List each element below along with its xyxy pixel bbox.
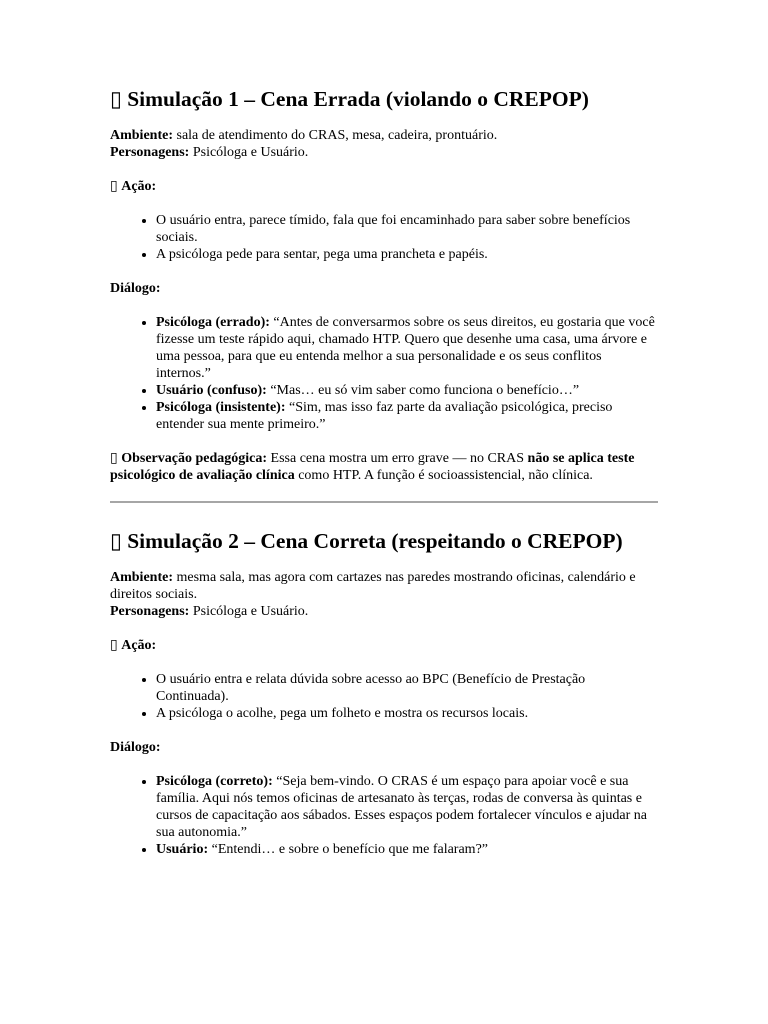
dialog-line: “Entendi… e sobre o benefício que me falaram?” xyxy=(208,842,488,857)
list-item xyxy=(156,314,658,382)
sim1-dialogo-list xyxy=(110,314,658,433)
observacao-text-end: como HTP. A função é socioassistencial, não clínica. xyxy=(294,468,593,483)
list-item: • A psicóloga pede para sentar, pega uma prancheta e papéis. xyxy=(156,246,658,263)
sim2-heading xyxy=(110,528,658,555)
sim2-acao-list xyxy=(110,671,658,722)
dialog-line: “Sim, mas isso faz parte da avaliação psicológica, preciso entender sua mente primeiro.” xyxy=(156,400,613,432)
observacao-text: Essa cena mostra um erro grave — no CRAS xyxy=(267,451,528,466)
sim1-ambiente-text: sala de atendimento do CRAS, mesa, cadeira, prontuário. xyxy=(173,128,498,143)
dialog-line: “Antes de conversarmos sobre os seus direitos, eu gostaria que você fizesse um teste rápido aqui, chamado HTP. Quero que desenhe uma casa, uma árvore e uma pessoa, para que eu entenda melhor a sua personalidade e os seus conflitos internos.” xyxy=(156,315,655,381)
list-item xyxy=(156,399,658,433)
placeholder-glyph-icon: ▯ xyxy=(110,638,118,653)
list-item xyxy=(156,382,658,399)
sim2-acao-label: Ação: xyxy=(121,638,157,653)
sim1-heading xyxy=(110,86,658,113)
sim1-ambiente xyxy=(110,127,658,144)
sim2-personagens xyxy=(110,603,658,620)
placeholder-glyph-icon: ▯ xyxy=(110,451,118,466)
sim1-personagens-text: Psicóloga e Usuário. xyxy=(189,145,309,160)
speaker-label: Usuário: xyxy=(156,842,209,857)
sim2-personagens-text: Psicóloga e Usuário. xyxy=(189,604,309,619)
sim1-dialogo-label: Diálogo: xyxy=(110,281,161,296)
sim1-acao-heading xyxy=(110,178,658,195)
sim2-dialogo-label: Diálogo: xyxy=(110,740,161,755)
sim1-ambiente-label: Ambiente: xyxy=(110,128,173,143)
speaker-label: Usuário (confuso): xyxy=(156,383,267,398)
sim2-dialogo-list xyxy=(110,773,658,858)
sim1-acao-list xyxy=(110,212,658,263)
section-divider xyxy=(110,501,658,503)
speaker-label: Psicóloga (insistente): xyxy=(156,400,286,415)
placeholder-glyph-icon: ▯ xyxy=(110,529,122,553)
speaker-label: Psicóloga (errado): xyxy=(156,315,270,330)
placeholder-glyph-icon: ▯ xyxy=(110,179,118,194)
sim2-dialogo-heading xyxy=(110,739,658,756)
sim2-title: Simulação 2 – Cena Correta (respeitando o CREPOP) xyxy=(127,529,623,553)
sim2-ambiente xyxy=(110,569,658,603)
sim1-personagens xyxy=(110,144,658,161)
placeholder-glyph-icon: ▯ xyxy=(110,87,122,111)
dialog-line: “Seja bem-vindo. O CRAS é um espaço para apoiar você e sua família. Aqui nós temos oficinas de artesanato às terças, rodas de conversa às quintas e cursos de capacitação aos sábados. Esses espaços podem fortalecer vínculos e ajudar na sua autonomia.” xyxy=(156,774,647,840)
list-item: • O usuário entra e relata dúvida sobre acesso ao BPC (Benefício de Prestação Continuada). xyxy=(156,671,658,705)
list-item xyxy=(156,841,658,858)
sim1-personagens-label: Personagens: xyxy=(110,145,190,160)
list-item: • O usuário entra, parece tímido, fala que foi encaminhado para saber sobre benefícios sociais. xyxy=(156,212,658,246)
list-item xyxy=(156,773,658,841)
sim2-acao-heading xyxy=(110,637,658,654)
document-content xyxy=(110,86,658,858)
sim1-observacao xyxy=(110,450,658,484)
list-item: • A psicóloga o acolhe, pega um folheto e mostra os recursos locais. xyxy=(156,705,658,722)
sim1-dialogo-heading xyxy=(110,280,658,297)
dialog-line: “Mas… eu só vim saber como funciona o benefício…” xyxy=(266,383,580,398)
sim1-title: Simulação 1 – Cena Errada (violando o CREPOP) xyxy=(127,87,589,111)
sim2-personagens-label: Personagens: xyxy=(110,604,190,619)
speaker-label: Psicóloga (correto): xyxy=(156,774,273,789)
sim2-ambiente-label: Ambiente: xyxy=(110,570,173,585)
observacao-bold-text: não se aplica teste psicológico de avaliação clínica xyxy=(110,451,635,483)
observacao-label: Observação pedagógica: xyxy=(121,451,268,466)
sim1-acao-label: Ação: xyxy=(121,179,157,194)
sim2-ambiente-text: mesma sala, mas agora com cartazes nas paredes mostrando oficinas, calendário e direitos sociais. xyxy=(110,570,636,602)
